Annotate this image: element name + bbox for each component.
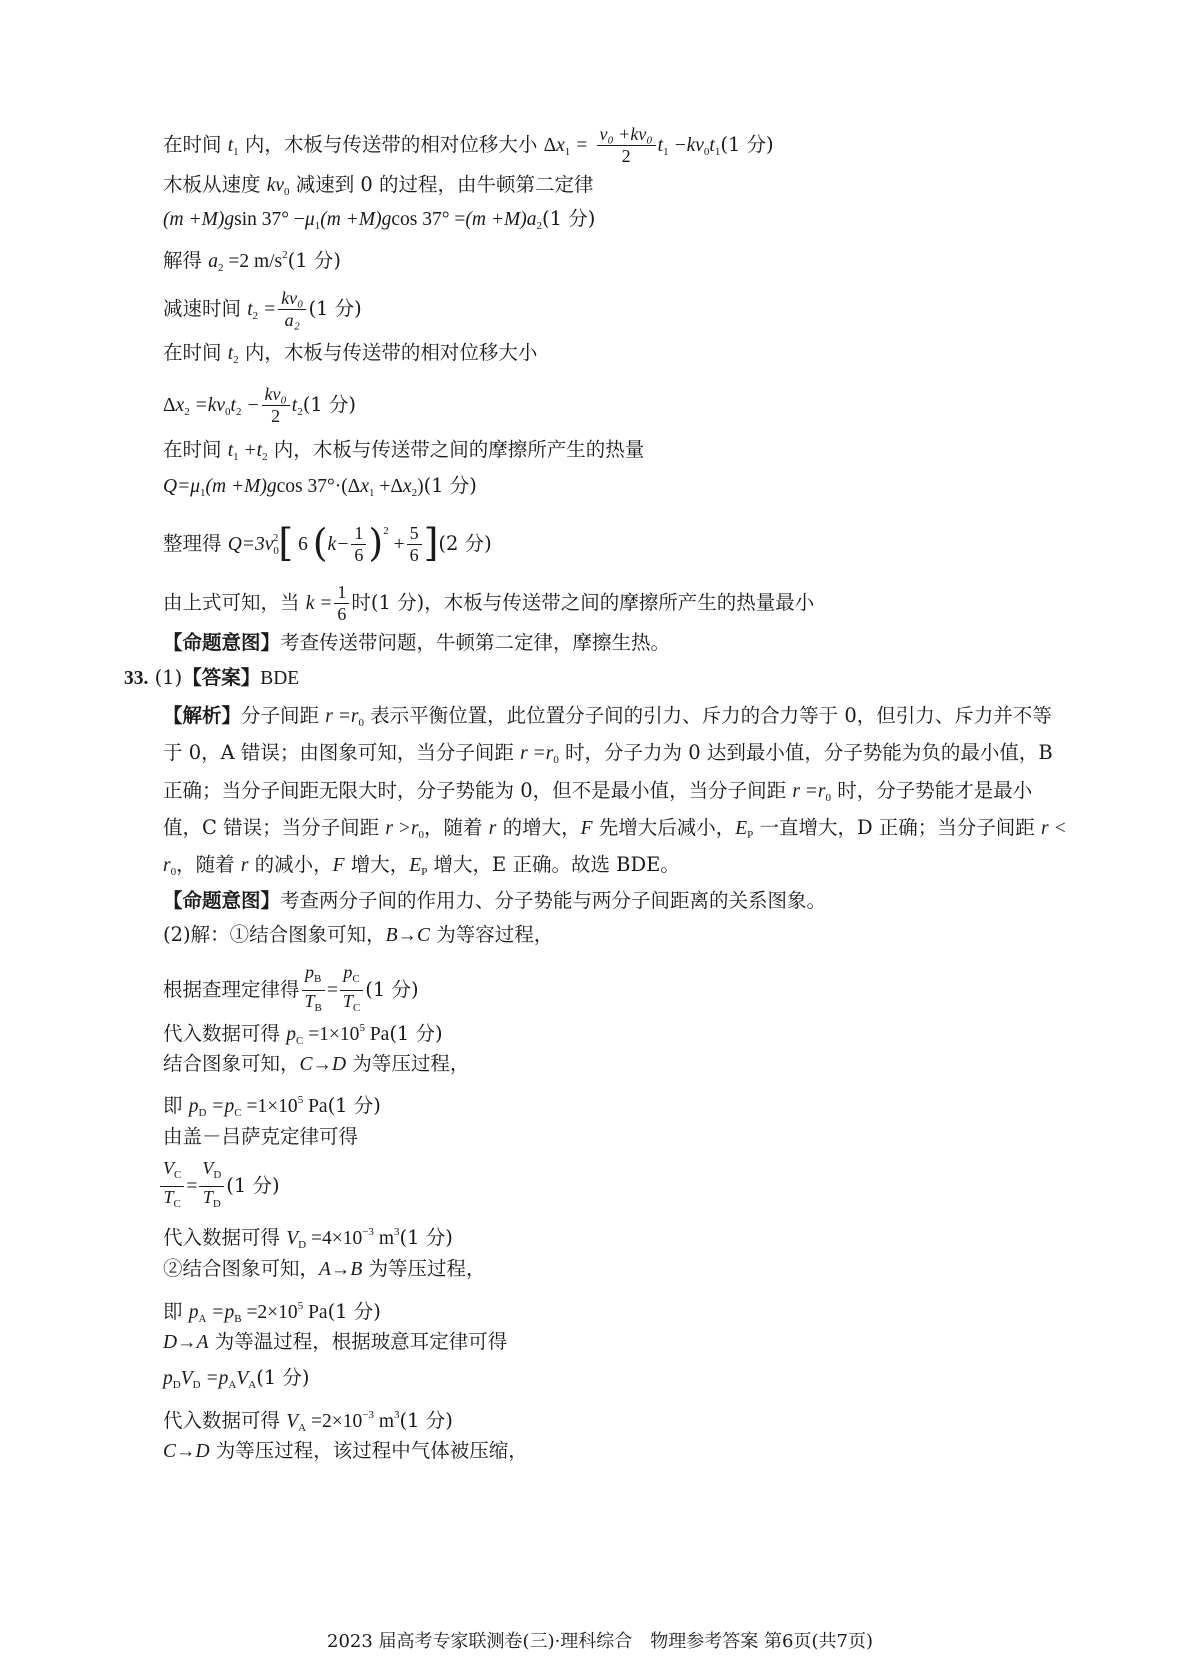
question-33-header: 33. (1)【答案】BDE (124, 666, 300, 689)
solution-charles-law: 根据查理定律得 $\frac{p_B}{T_B}$ = $\frac{p_C}{T_C}$ (1 分) (163, 962, 419, 1019)
solution-pd-value: 即 $p_D =p_C =1\times 10^5$ Pa(1 分) (163, 1094, 381, 1119)
line-deceleration-intro: 木板从速度 $kv_0$ 减速到 0 的过程，由牛顿第二定律 (163, 173, 594, 198)
fraction: $\frac{\text{kv₀}}{\text{a₂}}$ (278, 288, 306, 331)
line-acceleration-result: 解得 $a_2 =2$ $m/s^2(1$ 分) (163, 249, 341, 274)
line-relative-displacement-2-intro: 在时间 $t_2$ 内，木板与传送带的相对位移大小 (163, 341, 538, 366)
line-heat-equation: $Q=\mu_1(m +M)gcos$ $37^\circ\cdot(\Delta x_1 +\Delta x_2)(1$ 分) (163, 474, 477, 499)
solution-vd-value: 代入数据可得 $V_D =4\times 10^{-3}$ $m^3(1$ 分) (163, 1226, 453, 1251)
fraction: $\frac{p_B}{T_B}$ (302, 962, 325, 1019)
line-deceleration-time: 减速时间 $t_2$ = $\frac{\text{kv₀}}{\text{a₂}}$ (1 分) (163, 288, 362, 330)
page-footer: 2023 届高考专家联测卷(三)·理科综合 物理参考答案 第6页(共7页) (327, 1631, 873, 1652)
solution-pc-value: 代入数据可得 $p_C =1\times 10^5$ Pa(1 分) (163, 1022, 443, 1047)
fraction: $\frac{1}{6}$ (334, 582, 349, 625)
line-relative-displacement-2: $\Delta x_2 =kv_0t_2$ − $\frac{\text{kv₀}}{2}$ $t_2(1$ 分) (163, 384, 357, 426)
solution-da-isothermal: D→A 为等温过程，根据玻意耳定律可得 (163, 1330, 508, 1353)
solution-gay-lussac-intro: 由盖－吕萨克定律可得 (163, 1125, 359, 1148)
analysis-line-1: 【解析】分子间距 $r =r_0$ 表示平衡位置，此位置分子间的引力、斥力的合力等于 0，但引力、斥力并不等 (163, 704, 1052, 729)
solution-boyle-equation: $p_DV_D =p_AV_A(1$ 分) (163, 1366, 310, 1391)
fraction: $\frac{\text{kv₀}}{2}$ (262, 384, 290, 427)
analysis-line-4: 值，C 错误；当分子间距 $r >r_0$，随着 r 的增大，F 先增大后减小，$E_P$ 一直增大，D 正确；当分子间距 r < (163, 816, 1067, 841)
analysis-line-3: 正确；当分子间距无限大时，分子势能为 0，但不是最小值，当分子间距 $r =r_0$ 时，分子势能才是最小 (163, 779, 1033, 804)
fraction: $\frac{5}{6}$ (407, 523, 422, 566)
solution-cd-isobaric: 结合图象可知，C→D 为等压过程， (163, 1052, 470, 1075)
line-newton-equation: (m +M)gsin $37^\circ -\mu_1(m +M)gcos$ $37^\circ =(m +M)a_2(1$ 分) (163, 207, 596, 232)
line-heat-intro: 在时间 $t_1 +t_2$ 内，木板与传送带之间的摩擦所产生的热量 (163, 438, 645, 463)
analysis-line-5: $r_0$，随着 r 的减小，F 增大，$E_P$ 增大，E 正确。故选 BDE。 (163, 853, 680, 878)
solution-gay-lussac-equation: $\frac{V_C}{T_C}$ = $\frac{V_D}{T_D}$ (1 分) (163, 1158, 280, 1215)
solution-cd-compression: C→D 为等压过程，该过程中气体被压缩， (163, 1439, 528, 1462)
solution-ab-isobaric: ②结合图象可知，A→B 为等压过程， (163, 1257, 486, 1280)
fraction: $\frac{V_C}{T_C}$ (160, 1158, 184, 1215)
solution-pa-value: 即 $p_A =p_B =2\times 10^5$ Pa(1 分) (163, 1300, 381, 1325)
solution-va-value: 代入数据可得 $V_A =2\times 10^{-3}$ $m^3(1$ 分) (163, 1409, 453, 1434)
fraction: $\frac{p_C}{T_C}$ (340, 962, 363, 1019)
intent-note-2: 【命题意图】考查两分子间的作用力、分子势能与两分子间距离的关系图象。 (163, 889, 827, 912)
fraction: $\frac{\text{v₀ +kv₀}}{2}$ (597, 124, 656, 167)
fraction: $\frac{1}{6}$ (351, 523, 366, 566)
solution-line-1: (2)解：①结合图象可知，B→C 为等容过程， (163, 923, 554, 946)
intent-note-1: 【命题意图】考查传送带问题，牛顿第二定律，摩擦生热。 (163, 631, 671, 654)
line-relative-displacement-1: 在时间 $t_1$ 内，木板与传送带的相对位移大小 $\Delta x_1$ = $\frac{\text{v₀ +kv₀}}{2}$ $t_1 -kv_0t_1(1$ 分) (163, 124, 774, 166)
analysis-line-2: 于 0，A 错误；由图象可知，当分子间距 $r =r_0$ 时，分子力为 0 达到最小值，分子势能为负的最小值，B (163, 741, 1053, 766)
line-heat-simplified: 整理得 $Q=3v_0^2$[ 6 (k− $\frac{1}{6}$ )$^2$ + $\frac{5}{6}$ ](2 分) (163, 521, 492, 565)
line-minimum-condition: 由上式可知，当 k = $\frac{1}{6}$ 时(1 分)，木板与传送带之间的摩擦所产生的热量最小 (163, 582, 815, 624)
fraction: $\frac{V_D}{T_D}$ (199, 1158, 224, 1215)
